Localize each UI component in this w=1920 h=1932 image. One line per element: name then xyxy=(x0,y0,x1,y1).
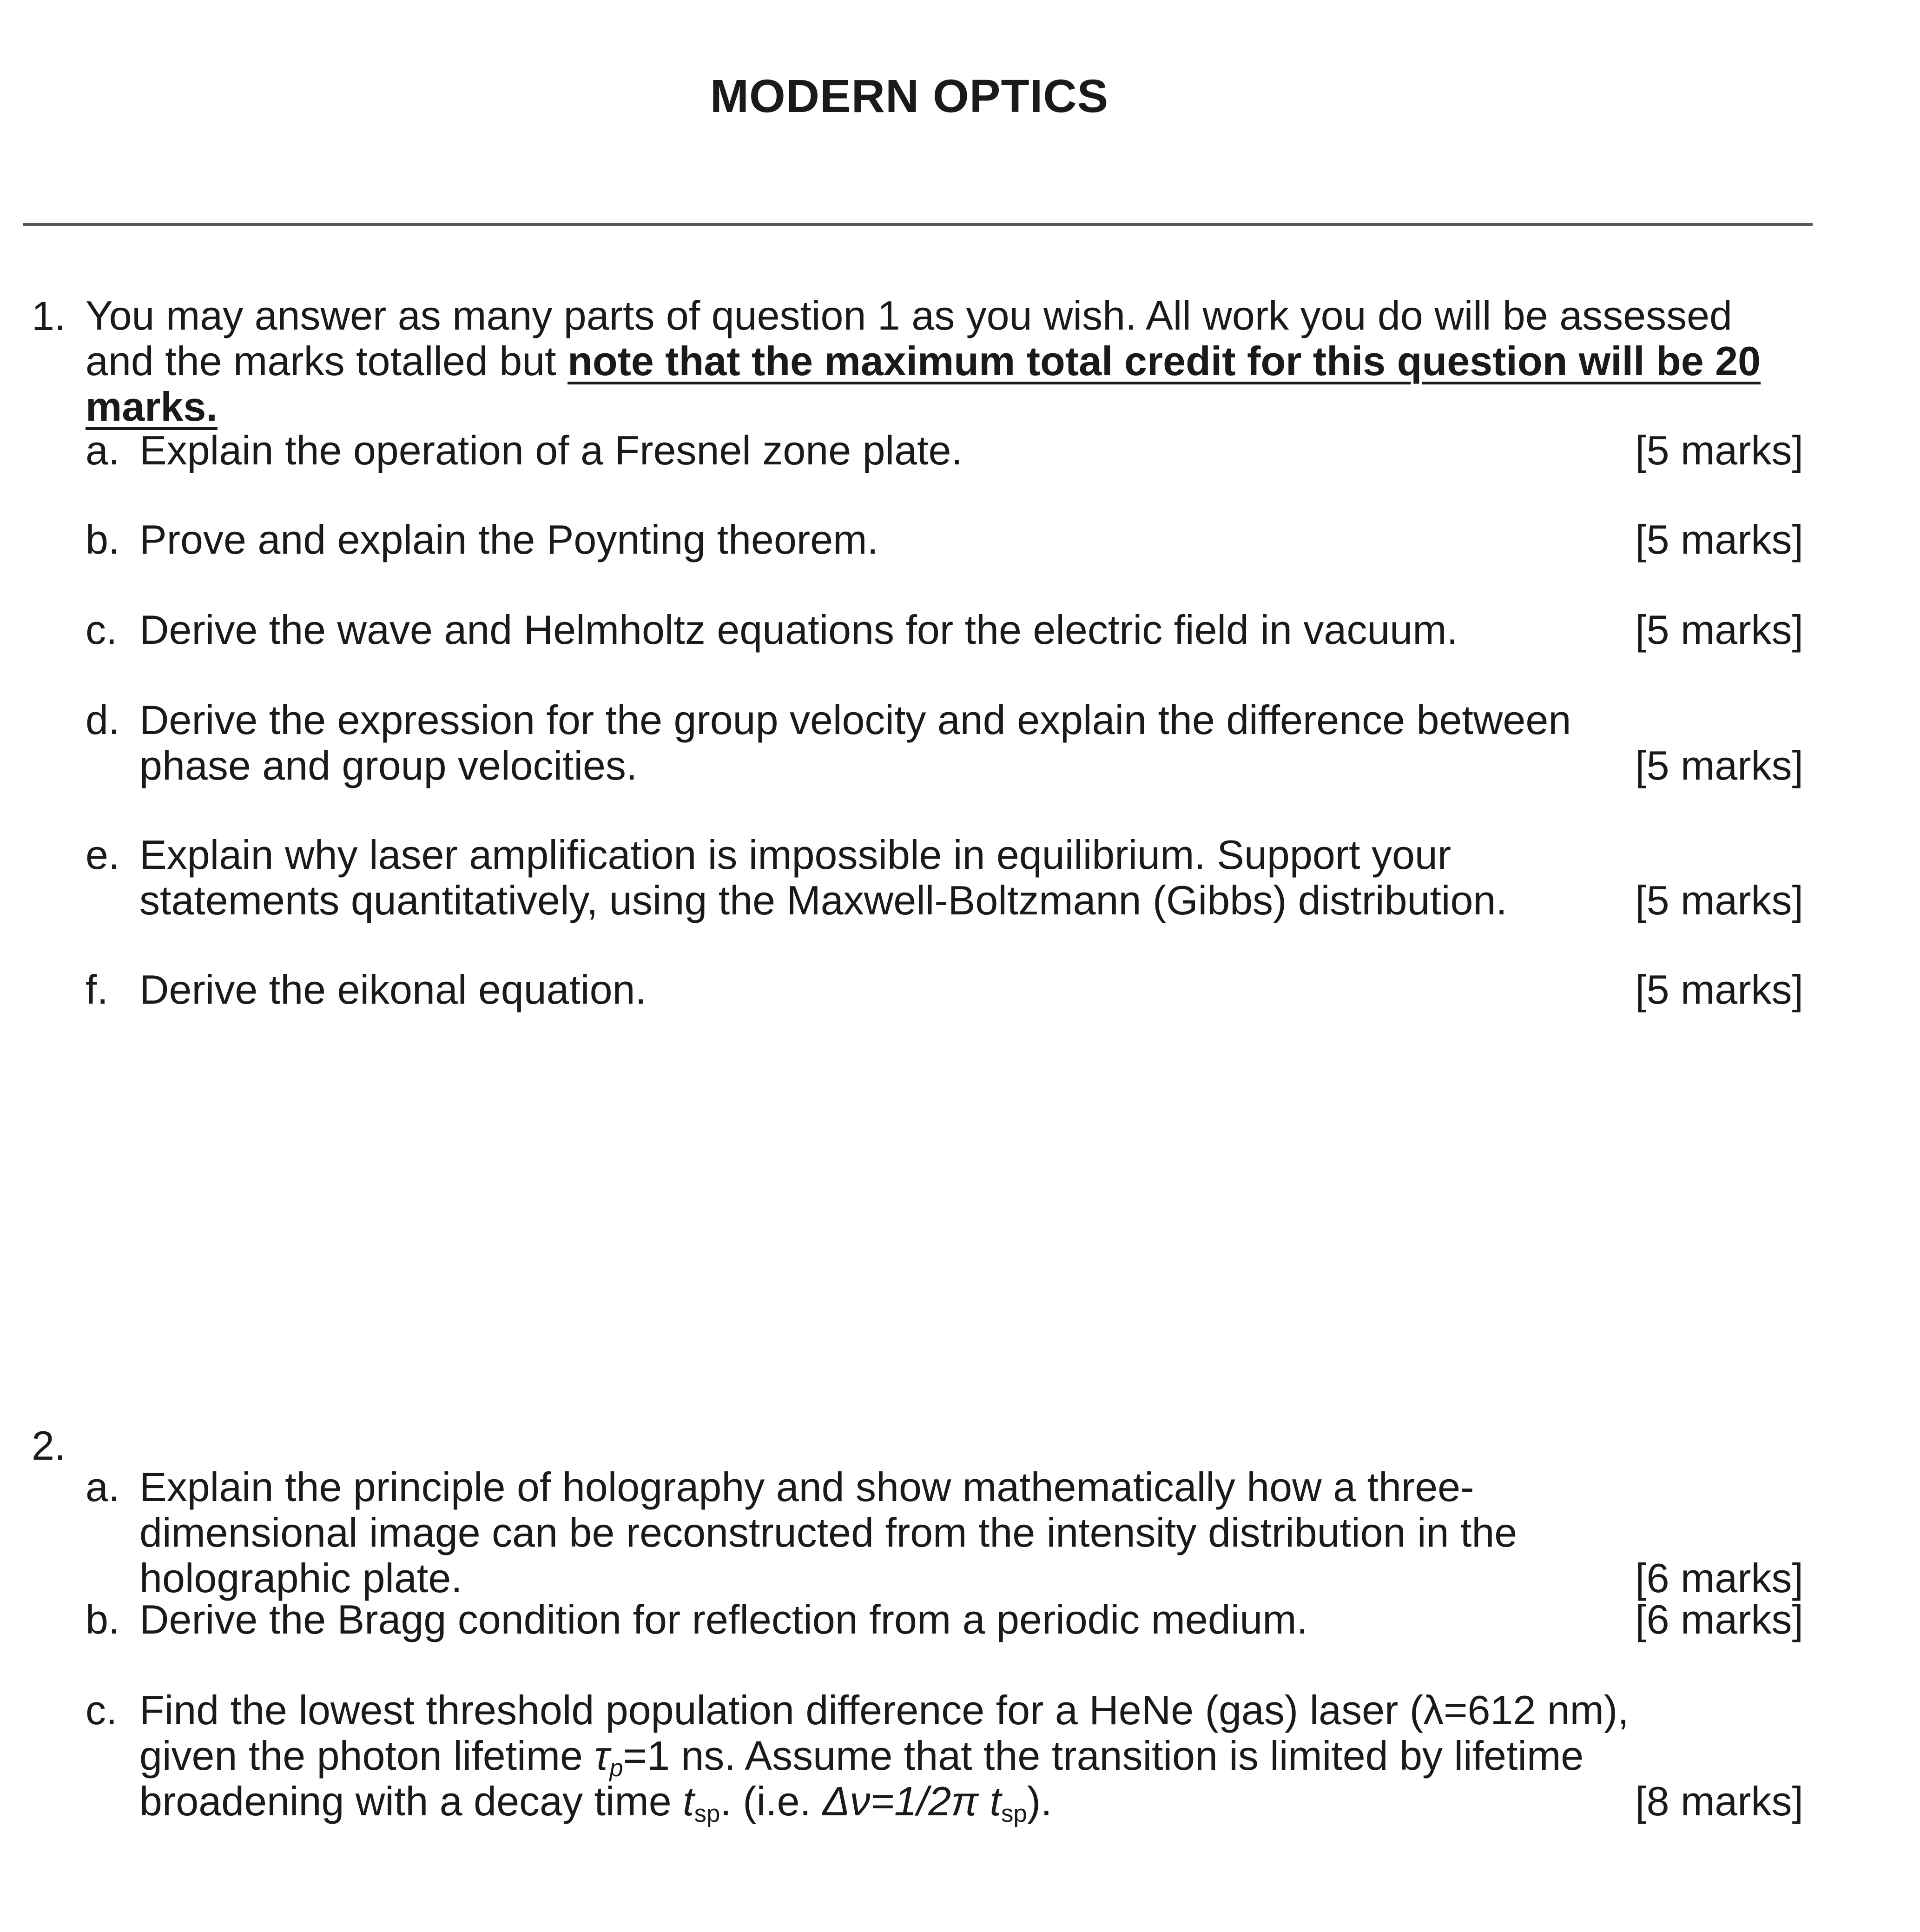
question-1-part-b xyxy=(86,517,1803,562)
part-marks: [8 marks] xyxy=(1635,1778,1803,1824)
part-text: Derive the expression for the group velocity and explain the difference between phase and group velocities. xyxy=(139,697,1571,788)
part-text-segment: . (i.e. xyxy=(720,1778,823,1824)
question-1-number: 1. xyxy=(32,293,66,339)
part-text: Prove and explain the Poynting theorem. xyxy=(139,516,878,562)
part-text-segment: =1 ns. Assume that the transition is limited by lifetime broadening with a decay time xyxy=(139,1733,1584,1824)
part-letter: a. xyxy=(86,1464,120,1510)
part-marks: [5 marks] xyxy=(1635,607,1803,653)
part-letter: d. xyxy=(86,697,120,743)
question-2-number: 2. xyxy=(32,1423,66,1469)
part-letter: a. xyxy=(86,427,120,473)
part-text-segment: ). xyxy=(1027,1778,1052,1824)
part-marks: [5 marks] xyxy=(1635,516,1803,562)
part-text xyxy=(139,1687,1803,1827)
question-1-part-a xyxy=(86,428,1803,473)
part-marks: [6 marks] xyxy=(1635,1555,1803,1601)
t-symbol: t xyxy=(990,1778,1002,1824)
part-text: Explain the operation of a Fresnel zone plate. xyxy=(139,427,963,473)
part-letter: f. xyxy=(86,966,108,1012)
question-1-intro-text: You may answer as many parts of question 1 as you wish. All work you do will be assessed and the marks totalled but xyxy=(86,292,1732,384)
question-1-intro-emphasis: note that the maximum total credit for this question will be 20 marks. xyxy=(86,338,1761,430)
tau-symbol: τ xyxy=(594,1733,610,1779)
part-text-segment xyxy=(978,1778,990,1824)
question-1-intro xyxy=(86,293,1805,430)
tau-subscript: p xyxy=(609,1754,623,1782)
question-2-part-a xyxy=(86,1464,1803,1601)
part-marks: [6 marks] xyxy=(1635,1596,1803,1642)
linewidth-formula: Δν=1/2π xyxy=(822,1778,979,1824)
page-title: MODERN OPTICS xyxy=(710,70,1109,122)
question-2-part-b xyxy=(86,1597,1803,1642)
t-symbol: t xyxy=(683,1778,694,1824)
t-subscript: sp xyxy=(694,1800,720,1827)
part-marks: [5 marks] xyxy=(1635,742,1803,788)
part-marks: [5 marks] xyxy=(1635,427,1803,473)
question-2-part-c xyxy=(86,1687,1803,1827)
part-letter: e. xyxy=(86,832,120,878)
part-text: Derive the Bragg condition for reflection from a periodic medium. xyxy=(139,1596,1308,1642)
part-text: Explain why laser amplification is impossible in equilibrium. Support your statements quantitatively, using the Maxwell-Boltzmann (Gibbs) distribution. xyxy=(139,832,1507,923)
question-1-part-f xyxy=(86,967,1803,1012)
part-letter: b. xyxy=(86,516,120,562)
part-text-segment: Find the lowest threshold population difference for a HeNe (gas) laser (λ=612 nm), given the photon lifetime xyxy=(139,1687,1629,1779)
header-divider xyxy=(23,223,1813,226)
part-marks: [5 marks] xyxy=(1635,966,1803,1012)
part-text: Explain the principle of holography and show mathematically how a three-dimensional image can be reconstructed from the intensity distribution in the holographic plate. xyxy=(139,1464,1518,1601)
question-1-part-c xyxy=(86,607,1803,653)
part-text: Derive the eikonal equation. xyxy=(139,966,647,1012)
part-text: Derive the wave and Helmholtz equations for the electric field in vacuum. xyxy=(139,607,1458,653)
t-subscript: sp xyxy=(1001,1800,1027,1827)
part-letter: c. xyxy=(86,1687,118,1733)
part-marks: [5 marks] xyxy=(1635,877,1803,923)
part-letter: b. xyxy=(86,1596,120,1642)
part-letter: c. xyxy=(86,607,118,653)
question-1-part-d xyxy=(86,697,1803,788)
question-1-part-e xyxy=(86,832,1803,923)
